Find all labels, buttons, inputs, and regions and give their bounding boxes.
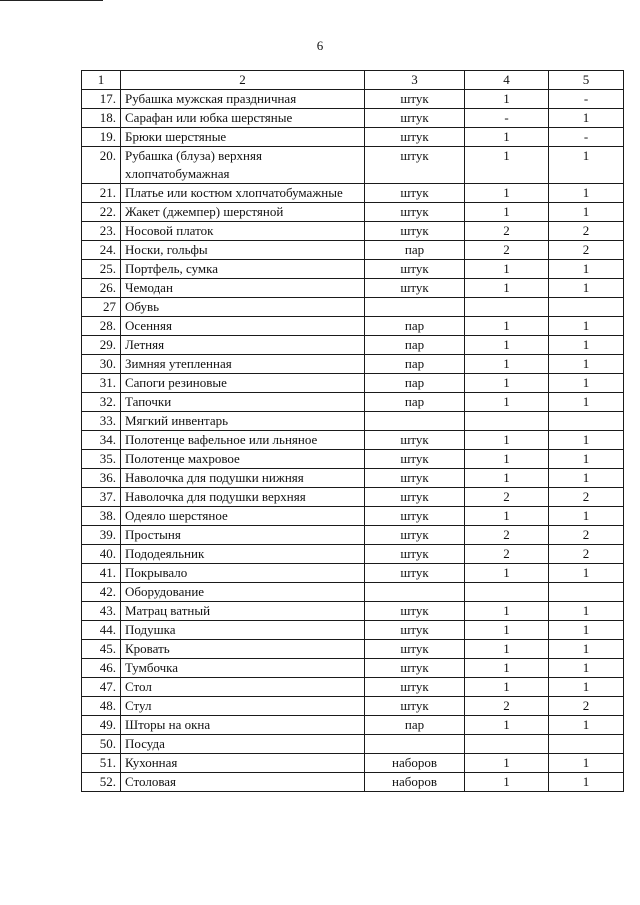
row-number-cell: 45. bbox=[82, 640, 121, 659]
table-row bbox=[82, 260, 624, 279]
item-name-cell: Кровать bbox=[121, 640, 365, 659]
table-body bbox=[82, 71, 624, 792]
header-cell-count-5: 5 bbox=[549, 71, 624, 90]
unit-cell: штук bbox=[365, 488, 465, 507]
table-row bbox=[82, 147, 624, 184]
table-row bbox=[82, 184, 624, 203]
row-number-cell: 44. bbox=[82, 621, 121, 640]
row-number-cell: 24. bbox=[82, 241, 121, 260]
count-5-cell: 1 bbox=[549, 773, 624, 792]
count-4-cell bbox=[465, 412, 549, 431]
count-4-cell: 1 bbox=[465, 393, 549, 412]
table-row bbox=[82, 697, 624, 716]
row-number-cell: 20. bbox=[82, 147, 121, 184]
count-4-cell: 1 bbox=[465, 659, 549, 678]
unit-cell: штук bbox=[365, 260, 465, 279]
unit-cell: пар bbox=[365, 317, 465, 336]
item-name-cell: Покрывало bbox=[121, 564, 365, 583]
count-4-cell: 2 bbox=[465, 241, 549, 260]
count-4-cell: 1 bbox=[465, 678, 549, 697]
count-5-cell: 1 bbox=[549, 469, 624, 488]
unit-cell bbox=[365, 583, 465, 602]
unit-cell: пар bbox=[365, 374, 465, 393]
count-5-cell: 2 bbox=[549, 488, 624, 507]
item-name-cell: Осенняя bbox=[121, 317, 365, 336]
unit-cell: штук bbox=[365, 128, 465, 147]
count-4-cell: 2 bbox=[465, 545, 549, 564]
unit-cell: штук bbox=[365, 90, 465, 109]
count-4-cell: 1 bbox=[465, 147, 549, 184]
table-row bbox=[82, 564, 624, 583]
count-5-cell: 1 bbox=[549, 678, 624, 697]
item-name-cell: Тапочки bbox=[121, 393, 365, 412]
count-5-cell: 1 bbox=[549, 507, 624, 526]
item-name-cell: Рубашка (блуза) верхняя хлопчатобумажная bbox=[121, 147, 365, 184]
row-number-cell: 33. bbox=[82, 412, 121, 431]
count-5-cell: 1 bbox=[549, 317, 624, 336]
count-4-cell: 1 bbox=[465, 374, 549, 393]
table-row bbox=[82, 203, 624, 222]
item-name-cell: Мягкий инвентарь bbox=[121, 412, 365, 431]
unit-cell bbox=[365, 298, 465, 317]
count-5-cell bbox=[549, 583, 624, 602]
row-number-cell: 30. bbox=[82, 355, 121, 374]
item-name-cell: Кухонная bbox=[121, 754, 365, 773]
unit-cell: штук bbox=[365, 545, 465, 564]
row-number-cell: 34. bbox=[82, 431, 121, 450]
count-4-cell: 2 bbox=[465, 526, 549, 545]
count-4-cell: 2 bbox=[465, 697, 549, 716]
item-name-cell: Тумбочка bbox=[121, 659, 365, 678]
table-row bbox=[82, 109, 624, 128]
table-row bbox=[82, 241, 624, 260]
count-4-cell: 1 bbox=[465, 773, 549, 792]
count-4-cell: 1 bbox=[465, 716, 549, 735]
table-row bbox=[82, 393, 624, 412]
count-5-cell: 2 bbox=[549, 222, 624, 241]
unit-cell bbox=[365, 735, 465, 754]
row-number-cell: 22. bbox=[82, 203, 121, 222]
item-name-cell: Наволочка для подушки нижняя bbox=[121, 469, 365, 488]
row-number-cell: 43. bbox=[82, 602, 121, 621]
unit-cell: наборов bbox=[365, 754, 465, 773]
unit-cell: штук bbox=[365, 450, 465, 469]
row-number-cell: 23. bbox=[82, 222, 121, 241]
count-5-cell bbox=[549, 298, 624, 317]
row-number-cell: 47. bbox=[82, 678, 121, 697]
row-number-cell: 31. bbox=[82, 374, 121, 393]
item-name-cell: Наволочка для подушки верхняя bbox=[121, 488, 365, 507]
count-4-cell: 1 bbox=[465, 279, 549, 298]
unit-cell: штук bbox=[365, 184, 465, 203]
row-number-cell: 29. bbox=[82, 336, 121, 355]
table-row bbox=[82, 507, 624, 526]
table-row bbox=[82, 773, 624, 792]
table-row bbox=[82, 526, 624, 545]
row-number-cell: 25. bbox=[82, 260, 121, 279]
header-cell-unit: 3 bbox=[365, 71, 465, 90]
header-row bbox=[82, 71, 624, 90]
count-4-cell: 1 bbox=[465, 507, 549, 526]
item-name-cell: Подушка bbox=[121, 621, 365, 640]
count-5-cell: 1 bbox=[549, 450, 624, 469]
row-number-cell: 26. bbox=[82, 279, 121, 298]
item-name-cell: Сапоги резиновые bbox=[121, 374, 365, 393]
unit-cell: штук bbox=[365, 526, 465, 545]
count-4-cell: 1 bbox=[465, 564, 549, 583]
table-row bbox=[82, 469, 624, 488]
item-name-cell: Носовой платок bbox=[121, 222, 365, 241]
table-row bbox=[82, 488, 624, 507]
item-name-cell: Шторы на окна bbox=[121, 716, 365, 735]
row-number-cell: 42. bbox=[82, 583, 121, 602]
count-4-cell bbox=[465, 583, 549, 602]
count-4-cell: 1 bbox=[465, 754, 549, 773]
unit-cell: штук bbox=[365, 469, 465, 488]
unit-cell: штук bbox=[365, 203, 465, 222]
table-row bbox=[82, 450, 624, 469]
table-row bbox=[82, 431, 624, 450]
table-row bbox=[82, 128, 624, 147]
table-row bbox=[82, 317, 624, 336]
row-number-cell: 50. bbox=[82, 735, 121, 754]
table-row bbox=[82, 355, 624, 374]
table-row bbox=[82, 279, 624, 298]
item-name-cell: Одеяло шерстяное bbox=[121, 507, 365, 526]
count-5-cell: 1 bbox=[549, 754, 624, 773]
count-4-cell: 1 bbox=[465, 184, 549, 203]
count-4-cell: 1 bbox=[465, 450, 549, 469]
unit-cell: штук bbox=[365, 697, 465, 716]
count-5-cell: 1 bbox=[549, 564, 624, 583]
row-number-cell: 18. bbox=[82, 109, 121, 128]
count-5-cell: 1 bbox=[549, 336, 624, 355]
table-row bbox=[82, 621, 624, 640]
row-number-cell: 49. bbox=[82, 716, 121, 735]
table-row bbox=[82, 754, 624, 773]
count-4-cell: 1 bbox=[465, 431, 549, 450]
unit-cell: пар bbox=[365, 393, 465, 412]
unit-cell: штук bbox=[365, 564, 465, 583]
count-5-cell: 1 bbox=[549, 640, 624, 659]
table-row bbox=[82, 735, 624, 754]
item-name-cell: Рубашка мужская праздничная bbox=[121, 90, 365, 109]
item-name-cell: Стул bbox=[121, 697, 365, 716]
count-5-cell bbox=[549, 735, 624, 754]
item-name-cell: Простыня bbox=[121, 526, 365, 545]
table-row bbox=[82, 602, 624, 621]
header-cell-count-4: 4 bbox=[465, 71, 549, 90]
table-row bbox=[82, 716, 624, 735]
count-5-cell: 2 bbox=[549, 526, 624, 545]
unit-cell: штук bbox=[365, 279, 465, 298]
row-number-cell: 51. bbox=[82, 754, 121, 773]
unit-cell: штук bbox=[365, 147, 465, 184]
row-number-cell: 36. bbox=[82, 469, 121, 488]
count-5-cell: 1 bbox=[549, 279, 624, 298]
row-number-cell: 35. bbox=[82, 450, 121, 469]
item-name-cell: Брюки шерстяные bbox=[121, 128, 365, 147]
count-5-cell bbox=[549, 412, 624, 431]
row-number-cell: 19. bbox=[82, 128, 121, 147]
count-5-cell: 1 bbox=[549, 203, 624, 222]
count-4-cell: 1 bbox=[465, 317, 549, 336]
item-name-cell: Летняя bbox=[121, 336, 365, 355]
item-name-cell: Пододеяльник bbox=[121, 545, 365, 564]
unit-cell: пар bbox=[365, 355, 465, 374]
table-row bbox=[82, 678, 624, 697]
count-5-cell: 1 bbox=[549, 393, 624, 412]
row-number-cell: 40. bbox=[82, 545, 121, 564]
table-row bbox=[82, 90, 624, 109]
item-name-cell: Полотенце махровое bbox=[121, 450, 365, 469]
count-5-cell: 1 bbox=[549, 147, 624, 184]
unit-cell: наборов bbox=[365, 773, 465, 792]
table-row bbox=[82, 640, 624, 659]
unit-cell: штук bbox=[365, 621, 465, 640]
page-number: 6 bbox=[316, 38, 324, 53]
count-4-cell bbox=[465, 298, 549, 317]
count-5-cell: 1 bbox=[549, 184, 624, 203]
item-name-cell: Сарафан или юбка шерстяные bbox=[121, 109, 365, 128]
unit-cell: штук bbox=[365, 222, 465, 241]
row-number-cell: 21. bbox=[82, 184, 121, 203]
unit-cell: штук bbox=[365, 602, 465, 621]
item-name-cell: Чемодан bbox=[121, 279, 365, 298]
count-5-cell: 1 bbox=[549, 374, 624, 393]
row-number-cell: 46. bbox=[82, 659, 121, 678]
item-name-cell: Стол bbox=[121, 678, 365, 697]
item-name-cell: Оборудование bbox=[121, 583, 365, 602]
row-number-cell: 41. bbox=[82, 564, 121, 583]
unit-cell: пар bbox=[365, 716, 465, 735]
count-4-cell: 1 bbox=[465, 90, 549, 109]
table-row bbox=[82, 545, 624, 564]
item-name-cell: Жакет (джемпер) шерстяной bbox=[121, 203, 365, 222]
count-5-cell: 1 bbox=[549, 716, 624, 735]
row-number-cell: 48. bbox=[82, 697, 121, 716]
item-name-cell: Зимняя утепленная bbox=[121, 355, 365, 374]
count-4-cell: 2 bbox=[465, 488, 549, 507]
unit-cell: пар bbox=[365, 336, 465, 355]
unit-cell: штук bbox=[365, 678, 465, 697]
count-5-cell: 1 bbox=[549, 260, 624, 279]
count-5-cell: 2 bbox=[549, 697, 624, 716]
count-4-cell: 1 bbox=[465, 355, 549, 374]
item-name-cell: Столовая bbox=[121, 773, 365, 792]
item-name-cell: Платье или костюм хлопчатобумажные bbox=[121, 184, 365, 203]
header-cell-number: 1 bbox=[82, 71, 121, 90]
table-row bbox=[82, 412, 624, 431]
row-number-cell: 38. bbox=[82, 507, 121, 526]
table-row bbox=[82, 583, 624, 602]
row-number-cell: 37. bbox=[82, 488, 121, 507]
count-5-cell: 1 bbox=[549, 355, 624, 374]
table-row bbox=[82, 298, 624, 317]
count-4-cell bbox=[465, 735, 549, 754]
item-name-cell: Носки, гольфы bbox=[121, 241, 365, 260]
unit-cell: штук bbox=[365, 507, 465, 526]
count-4-cell: 1 bbox=[465, 336, 549, 355]
count-4-cell: 1 bbox=[465, 640, 549, 659]
count-5-cell: 1 bbox=[549, 621, 624, 640]
row-number-cell: 27 bbox=[82, 298, 121, 317]
unit-cell: штук bbox=[365, 659, 465, 678]
top-rule bbox=[0, 0, 103, 1]
row-number-cell: 39. bbox=[82, 526, 121, 545]
row-number-cell: 32. bbox=[82, 393, 121, 412]
unit-cell: штук bbox=[365, 431, 465, 450]
item-name-cell: Обувь bbox=[121, 298, 365, 317]
unit-cell bbox=[365, 412, 465, 431]
count-4-cell: 1 bbox=[465, 621, 549, 640]
table-row bbox=[82, 659, 624, 678]
count-4-cell: 1 bbox=[465, 602, 549, 621]
count-5-cell: 1 bbox=[549, 602, 624, 621]
count-5-cell: 1 bbox=[549, 109, 624, 128]
row-number-cell: 17. bbox=[82, 90, 121, 109]
count-4-cell: 1 bbox=[465, 260, 549, 279]
unit-cell: штук bbox=[365, 640, 465, 659]
count-5-cell: - bbox=[549, 128, 624, 147]
table-row bbox=[82, 374, 624, 393]
item-name-cell: Посуда bbox=[121, 735, 365, 754]
header-cell-name: 2 bbox=[121, 71, 365, 90]
count-4-cell: 2 bbox=[465, 222, 549, 241]
item-name-cell: Матрац ватный bbox=[121, 602, 365, 621]
count-5-cell: 2 bbox=[549, 545, 624, 564]
count-4-cell: 1 bbox=[465, 469, 549, 488]
item-name-cell: Портфель, сумка bbox=[121, 260, 365, 279]
count-5-cell: 1 bbox=[549, 659, 624, 678]
supply-table bbox=[81, 70, 624, 792]
count-5-cell: 2 bbox=[549, 241, 624, 260]
unit-cell: пар bbox=[365, 241, 465, 260]
count-4-cell: 1 bbox=[465, 128, 549, 147]
table-row bbox=[82, 336, 624, 355]
count-5-cell: - bbox=[549, 90, 624, 109]
count-5-cell: 1 bbox=[549, 431, 624, 450]
unit-cell: штук bbox=[365, 109, 465, 128]
row-number-cell: 28. bbox=[82, 317, 121, 336]
table-row bbox=[82, 222, 624, 241]
item-name-cell: Полотенце вафельное или льняное bbox=[121, 431, 365, 450]
row-number-cell: 52. bbox=[82, 773, 121, 792]
count-4-cell: 1 bbox=[465, 203, 549, 222]
count-4-cell: - bbox=[465, 109, 549, 128]
